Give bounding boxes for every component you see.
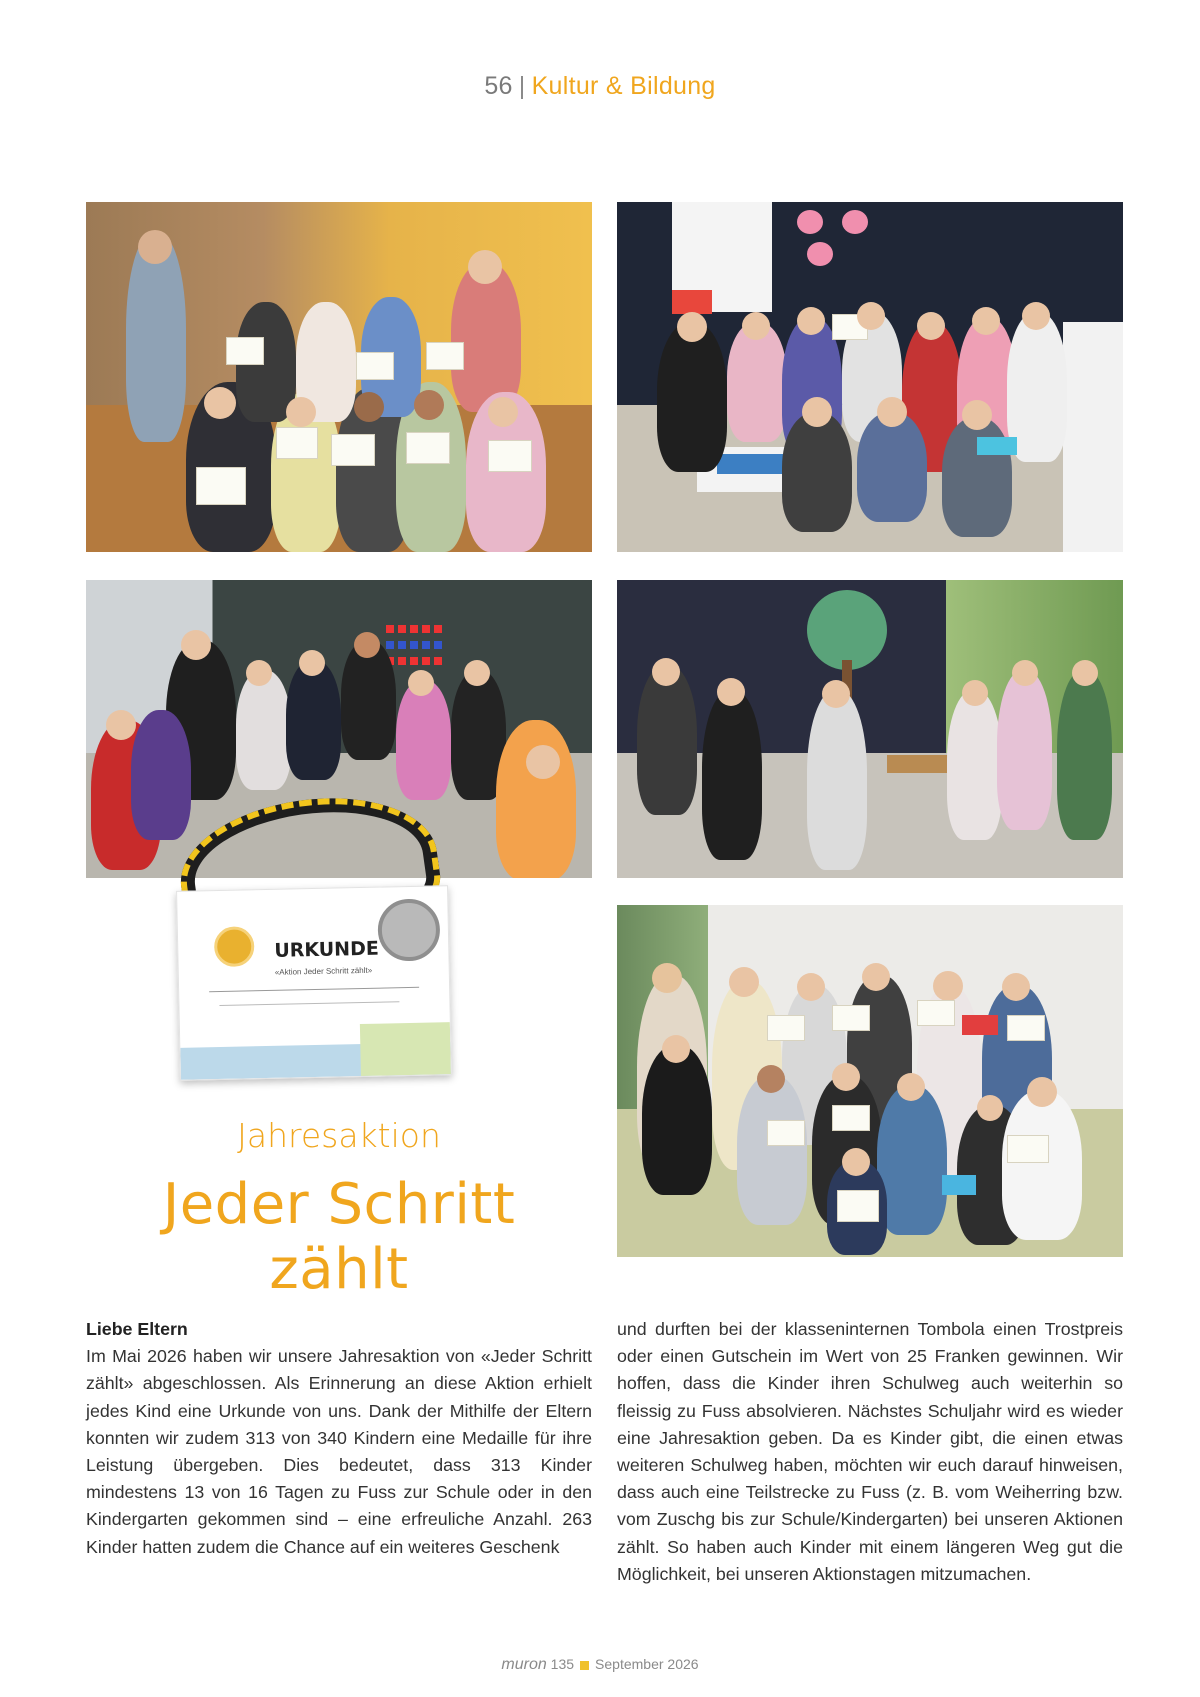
blue-paper (717, 454, 787, 474)
certificate-line (209, 987, 419, 992)
section-title: Kultur & Bildung (531, 72, 716, 100)
certificate-title: URKUNDE (274, 937, 380, 962)
photo-classroom-children-cheering (617, 202, 1123, 552)
article-column-left (86, 1316, 592, 1561)
photo-classroom-children-standing (617, 580, 1123, 878)
article-paragraph-continued: und durften bei der klasseninternen Tombola einen Trostpreis oder einen Gutschein im Wert von 25 Franken gewinnen. Wir hoffen, dass die Kinder ihren Schulweg auch weiterhin so fleissig zu Fuss absolvieren. Nächstes Schuljahr wird es wieder eine Jahresaktion geben. Da es Kinder gibt, die einen etwas weiteren Schulweg haben, möchten wir euch darauf hinweisen, dass auch eine Teilstrecke zu Fuss (z. B. vom Weiherring bzw. vom Zuschg bis zur Schule/Kindergarten) bei unseren Aktionen zählt. So haben auch Kinder mit einem längeren Weg gut die Möglichkeit, bei unseren Aktionstagen mitzumachen. (617, 1319, 1123, 1584)
page-header (0, 72, 1200, 101)
certificate-line (219, 1001, 399, 1006)
heart-decoration (807, 242, 833, 266)
certificate-green-strip (360, 1022, 451, 1076)
certificate-subtitle: «Aktion Jeder Schritt zählt» (274, 965, 373, 977)
header-separator: | (518, 72, 526, 100)
issue-date: September 2026 (595, 1656, 699, 1672)
abacus-beads (386, 625, 446, 675)
article-headline: Jeder Schritt zählt (162, 1172, 516, 1302)
article-column-right (617, 1316, 1123, 1588)
article-kicker: Jahresaktion (237, 1116, 441, 1155)
certificate-image (176, 885, 452, 1081)
heart-decoration (842, 210, 868, 234)
paper-tree-crown (807, 590, 887, 670)
photo-older-class-group (617, 905, 1123, 1257)
article-greeting: Liebe Eltern (86, 1319, 188, 1339)
page-footer (0, 1656, 1200, 1674)
issue-number: 135 (550, 1656, 575, 1672)
shelf (1063, 322, 1123, 552)
magazine-name: muron (501, 1656, 547, 1673)
footer-square-icon (580, 1661, 589, 1670)
page-number: 56 (484, 72, 513, 100)
medal-icon (377, 898, 440, 961)
heart-decoration (797, 210, 823, 234)
photo-kindergarten-group-certificates (86, 202, 592, 552)
article-paragraph: Im Mai 2026 haben wir unsere Jahresaktion von «Jeder Schritt zählt» abgeschlossen. Als Erinnerung an diese Aktion erhielt jedes Kind eine Urkunde von uns. Dank der Mithilfe der Eltern konnten wir zudem 313 von 340 Kindern eine Medaille für ihre Leistung übergeben. Dies bedeutet, dass 313 Kinder mindestens 13 von 16 Tagen zu Fuss zur Schule oder in den Kindergarten gekommen sind – eine erfreuliche Anzahl. 263 Kinder hatten zudem die Chance auf ein weiteres Geschenk (86, 1346, 592, 1557)
rosette-icon (214, 926, 255, 967)
